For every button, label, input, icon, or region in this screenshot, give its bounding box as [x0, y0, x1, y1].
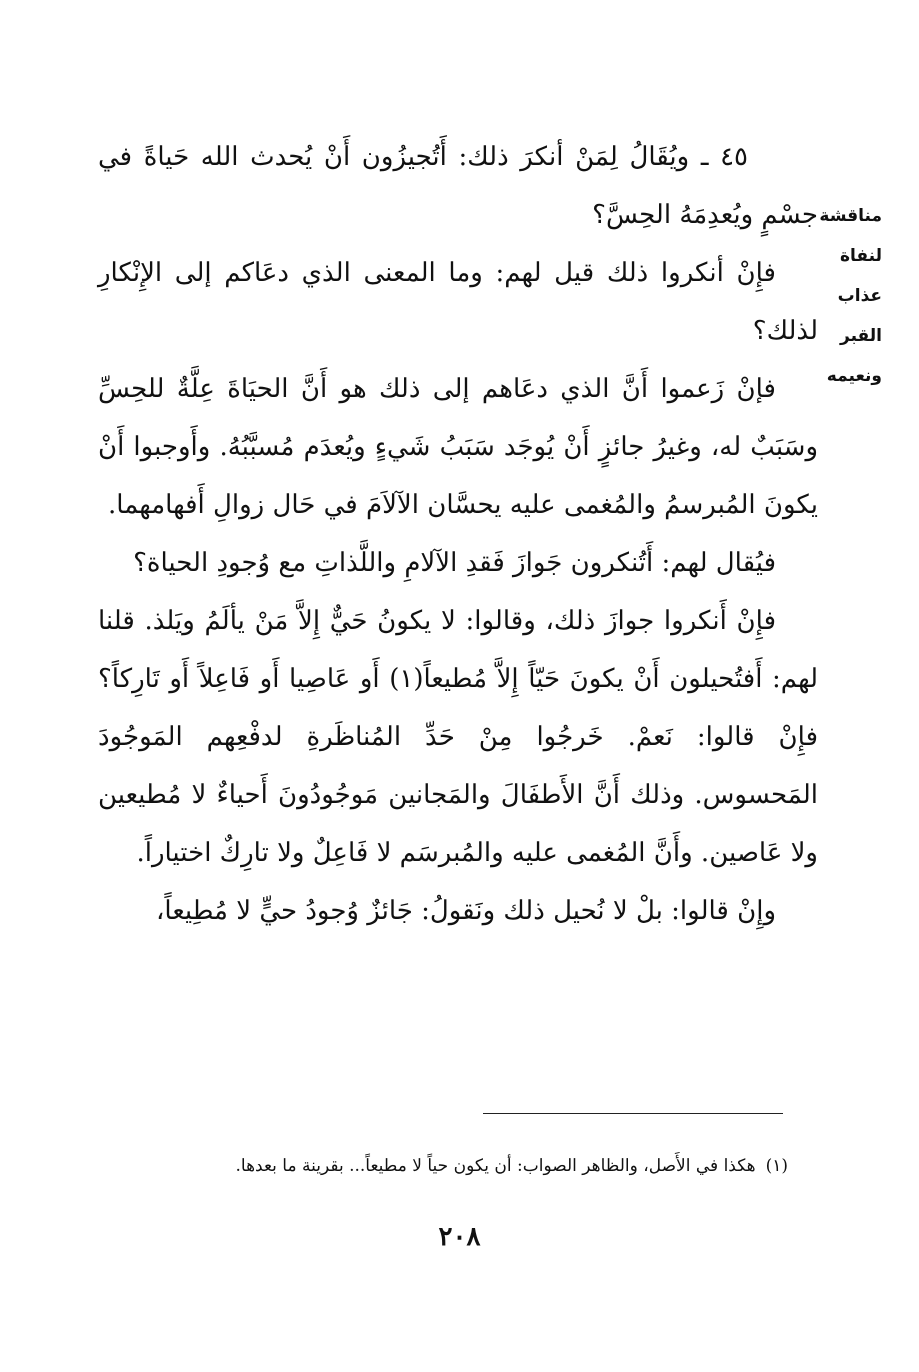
paragraph: فإِنْ أنكروا ذلك قيل لهم: وما المعنى الذي دعَاكم إلى الإِنْكارِ لذلك؟	[98, 258, 818, 346]
paragraph: فإِنْ أَنكروا جوازَ ذلك، وقالوا: لا يكونُ حَيٌّ إِلاَّ مَنْ يألَمُ ويَلذ. قلنا لهم: أَفتُحيلون أَنْ يكونَ حَيّاً إِلاَّ مُطيعاً(١) أَو عَاصِيا أَو فَاعِلاً أَو تَارِكاً؟ فإِنْ قالوا: نَعمْ. خَرجُوا مِنْ حَدِّ المُناظَرةِ لدفْعِهم المَوجُودَ المَحسوس. وذلك أَنَّ الأَطفَالَ والمَجانين مَوجُودُونَ أَحياءٌ لا مُطيعين ولا عَاصين. وأَنَّ المُغمى عليه والمُبرسَم لا فَاعِلٌ ولا تارِكٌ اختياراً.	[98, 606, 818, 868]
paragraph: فيُقال لهم: أَتُنكرون جَوازَ فَقدِ الآلامِ واللَّذاتِ مع وُجودِ الحياة؟	[133, 548, 776, 578]
footnote-number: (١)	[765, 1156, 788, 1176]
paragraph: فإنْ زَعموا أَنَّ الذي دعَاهم إلى ذلك هو أَنَّ الحيَاةَ عِلَّةٌ للحِسِّ وسَبَبٌ له، وغيرُ جائزٍ أَنْ يُوجَد سَبَبُ شَيءٍ ويُعدَم مُسبَّبُهُ. وأَوجبوا أَنْ يكونَ المُبرسمُ والمُغمى عليه يحسَّان الآلاَمَ في حَال زوالِ أَفهامهما.	[98, 374, 818, 520]
footnote	[98, 1152, 788, 1180]
margin-heading: مناقشة لنفاة عذاب القبر ونعيمه	[819, 206, 882, 386]
paragraph: وإِنْ قالوا: بلْ لا نُحيل ذلك ونَقولُ: جَائزٌ وُجودُ حيٍّ لا مُطِيعاً،	[156, 896, 776, 926]
paragraph-45: ٤٥ ـ ويُقَالُ لِمَنْ أنكرَ ذلك: أَتُجيزُون أَنْ يُحدث الله حَياةً في جسْمٍ ويُعدِمَهُ الحِسَّ؟	[98, 142, 818, 230]
page-number: ٢٠٨	[438, 1222, 481, 1252]
footnote-text: هكذا في الأَصل، والظاهر الصواب: أن يكون حياً لا مطيعاً... بقرينة ما بعدها.	[235, 1156, 756, 1176]
footnote-separator	[483, 1113, 783, 1114]
main-text-body	[98, 128, 818, 940]
